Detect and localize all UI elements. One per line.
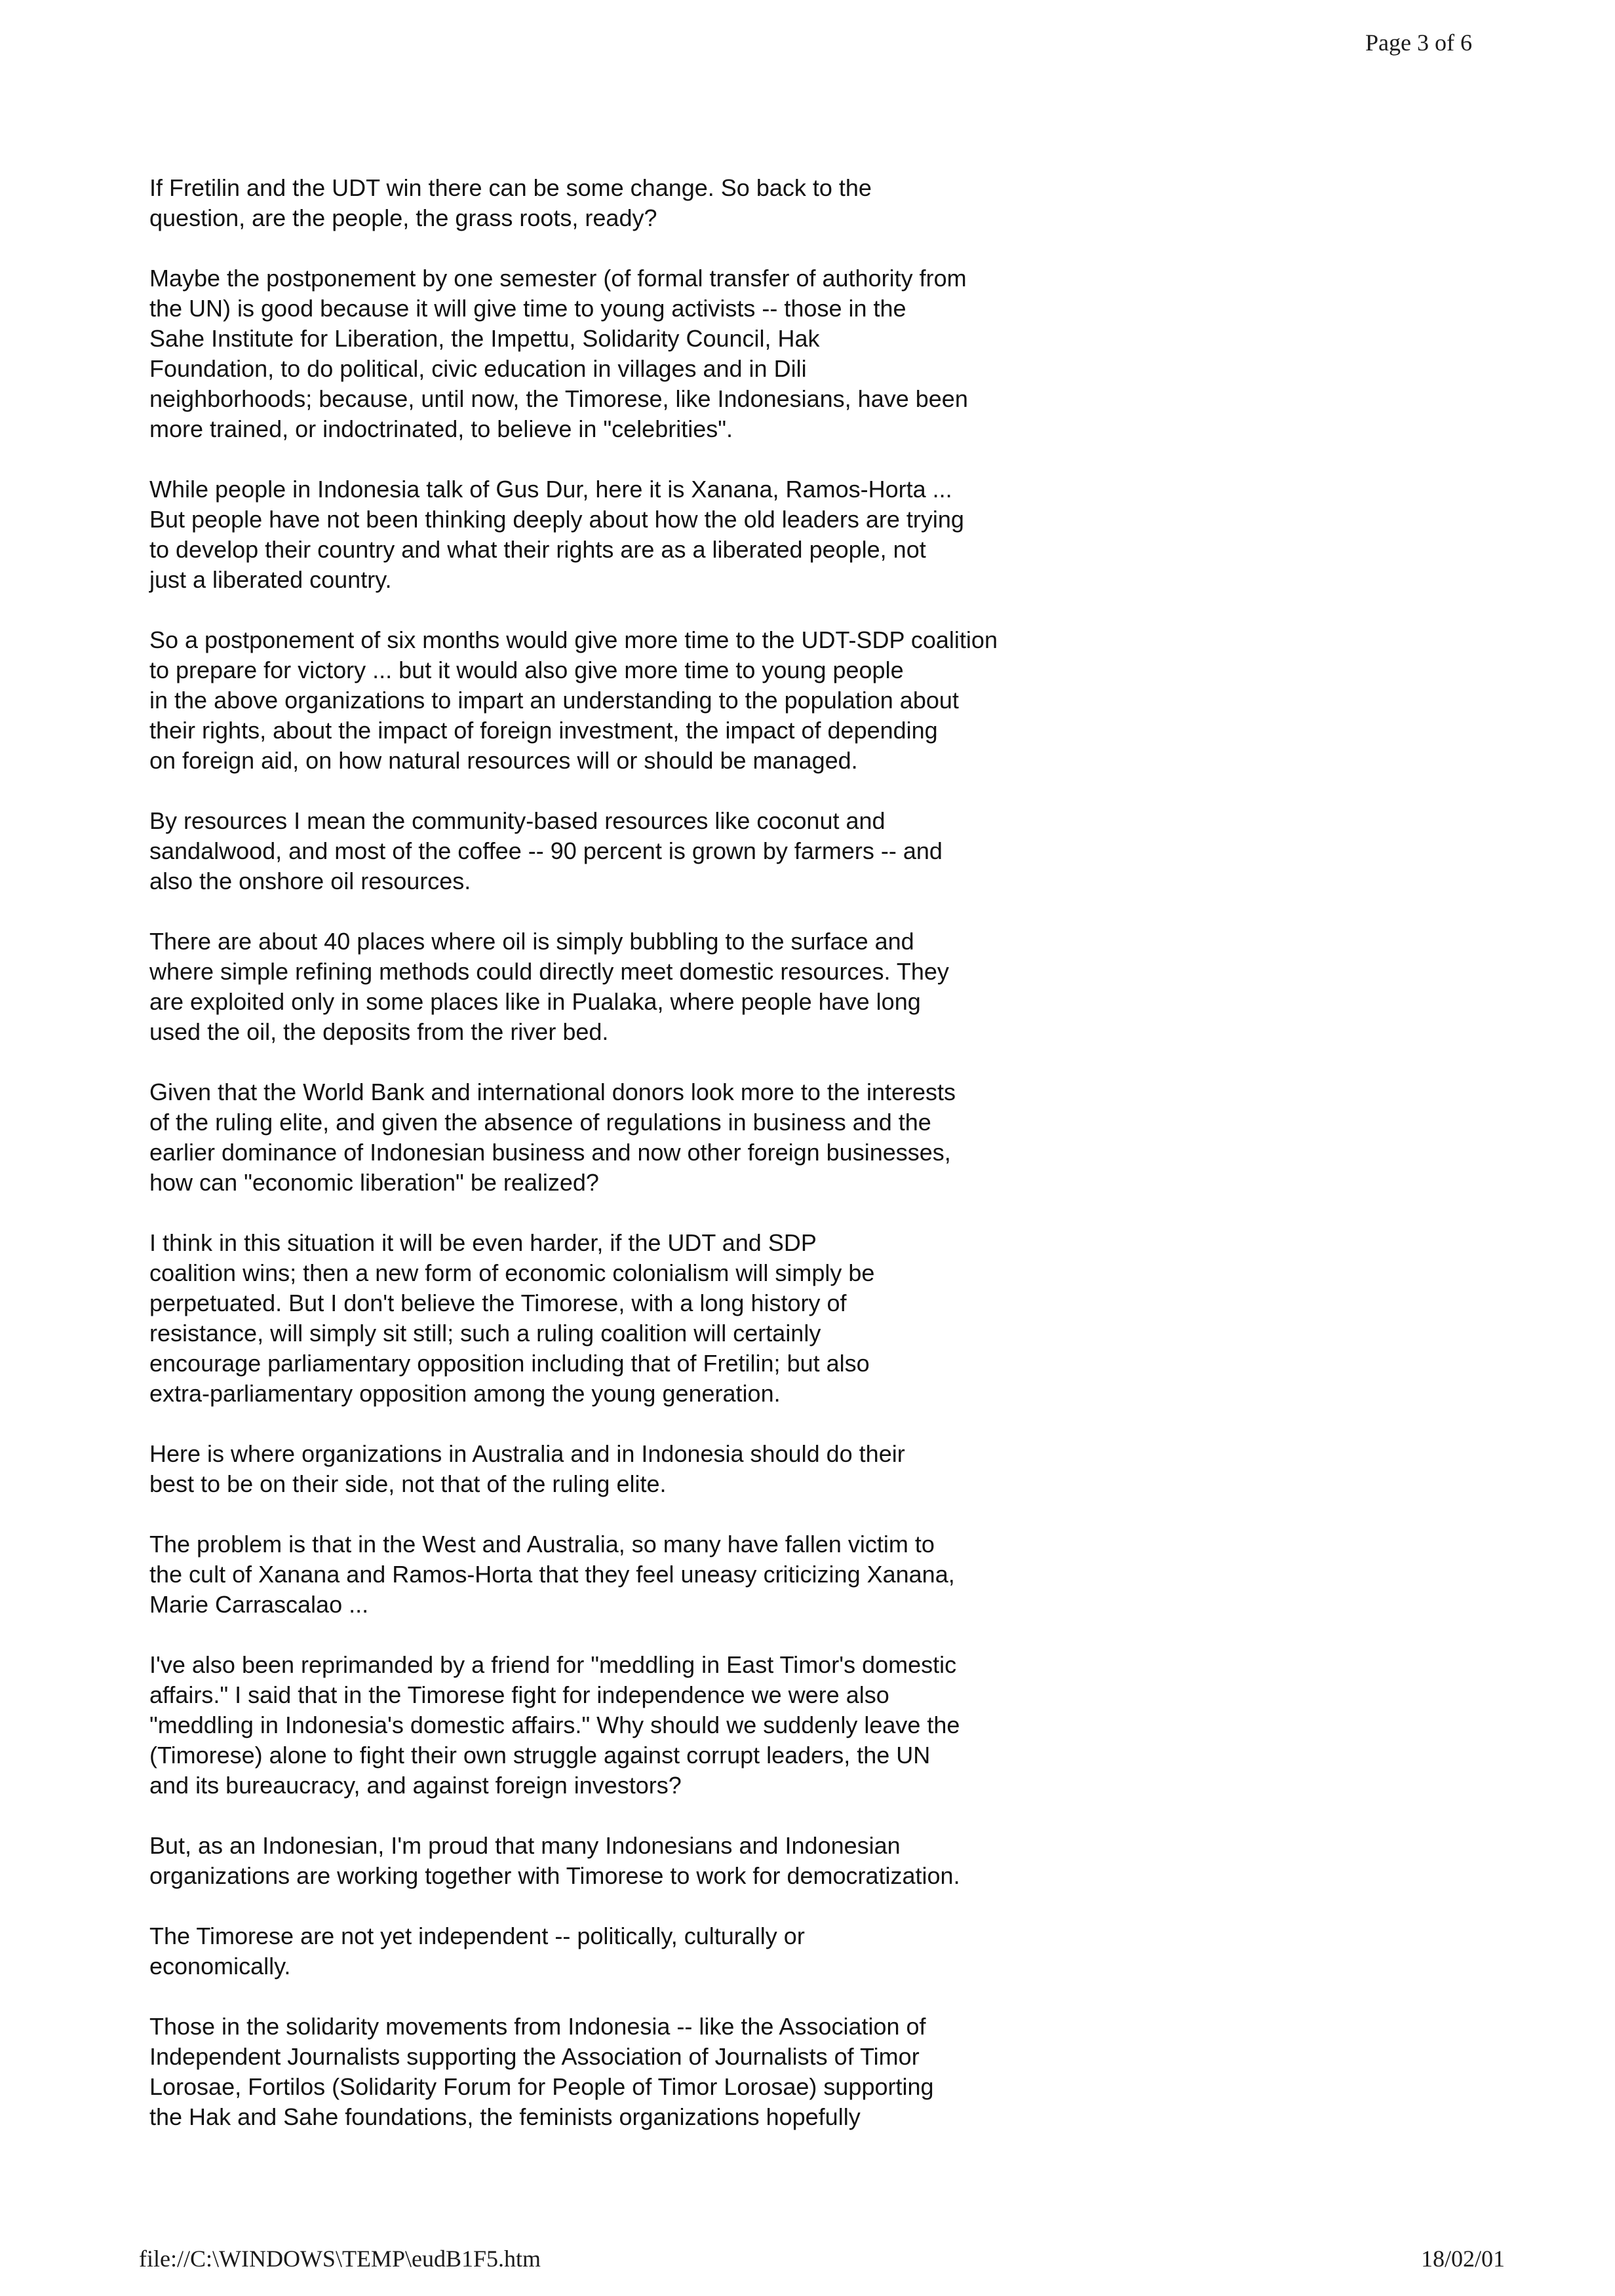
paragraph: While people in Indonesia talk of Gus Dur, here it is Xanana, Ramos-Horta ... But people have not been thinking deeply about how the old leaders are trying to develop their country and what their rights are as a liberated people, not just a liberated country. — [149, 476, 964, 593]
footer-date: 18/02/01 — [1420, 2246, 1505, 2272]
page-indicator: Page 3 of 6 — [1365, 29, 1472, 56]
paragraph: Maybe the postponement by one semester (of formal transfer of authority from the UN) is good because it will give time to young activists -- those in the Sahe Institute for Liberation, the Impettu, Solidarity Council, Hak Foundation, to do political, civic education in villages and in Dili neighborhoods; because, until now, the Timorese, like Indonesians, have been more trained, or indoctrinated, to believe in "celebrities". — [149, 265, 968, 442]
paragraph: Given that the World Bank and international donors look more to the interests of the ruling elite, and given the absence of regulations in business and the earlier dominance of Indonesian business and now other foreign businesses, how can "economic liberation" be realized? — [149, 1079, 956, 1196]
paragraph: By resources I mean the community-based resources like coconut and sandalwood, and most of the coffee -- 90 percent is grown by farmers -- and also the onshore oil resources. — [149, 807, 943, 894]
paragraph: There are about 40 places where oil is simply bubbling to the surface and where simple refining methods could directly meet domestic resources. They are exploited only in some places like in Pualaka, where people have long used the oil, the deposits from the river bed. — [149, 928, 949, 1045]
paragraph: I've also been reprimanded by a friend for "meddling in East Timor's domestic affairs." I said that in the Timorese fight for independence we were also "meddling in Indonesia's domestic affairs." Why should we suddenly leave the (Timorese) alone to fight their own struggle against corrupt leaders, the UN and its bureaucracy, and against foreign investors? — [149, 1651, 960, 1799]
paragraph: I think in this situation it will be even harder, if the UDT and SDP coalition wins; then a new form of economic colonialism will simply be perpetuated. But I don't believe the Timorese, with a long history of resistance, will simply sit still; such a ruling coalition will certainly encourage parliamentary opposition including that of Fretilin; but also extra-parliamentary opposition among the young generation. — [149, 1229, 875, 1407]
paragraph: Those in the solidarity movements from Indonesia -- like the Association of Independent Journalists supporting the Association of Journalists of Timor Lorosae, Fortilos (Solidarity Forum for People of Timor Lorosae) supporting the Hak and Sahe foundations, the feminists organizations hopefully — [149, 2013, 934, 2130]
paragraph: The Timorese are not yet independent -- politically, culturally or economically. — [149, 1923, 805, 1980]
footer-file-path: file://C:\WINDOWS\TEMP\eudB1F5.htm — [139, 2246, 541, 2272]
article-body — [149, 173, 1172, 2132]
paragraph: But, as an Indonesian, I'm proud that many Indonesians and Indonesian organizations are working together with Timorese to work for democratization. — [149, 1832, 960, 1889]
paragraph: Here is where organizations in Australia and in Indonesia should do their best to be on their side, not that of the ruling elite. — [149, 1440, 905, 1497]
paragraph: So a postponement of six months would give more time to the UDT-SDP coalition to prepare for victory ... but it would also give more time to young people in the above organizations to impart an understanding to the population about their rights, about the impact of foreign investment, the impact of depending on foreign aid, on how natural resources will or should be managed. — [149, 626, 998, 774]
paragraph: If Fretilin and the UDT win there can be some change. So back to the question, are the people, the grass roots, ready? — [149, 174, 872, 231]
paragraph: The problem is that in the West and Australia, so many have fallen victim to the cult of Xanana and Ramos-Horta that they feel uneasy criticizing Xanana, Marie Carrascalao ... — [149, 1531, 955, 1618]
